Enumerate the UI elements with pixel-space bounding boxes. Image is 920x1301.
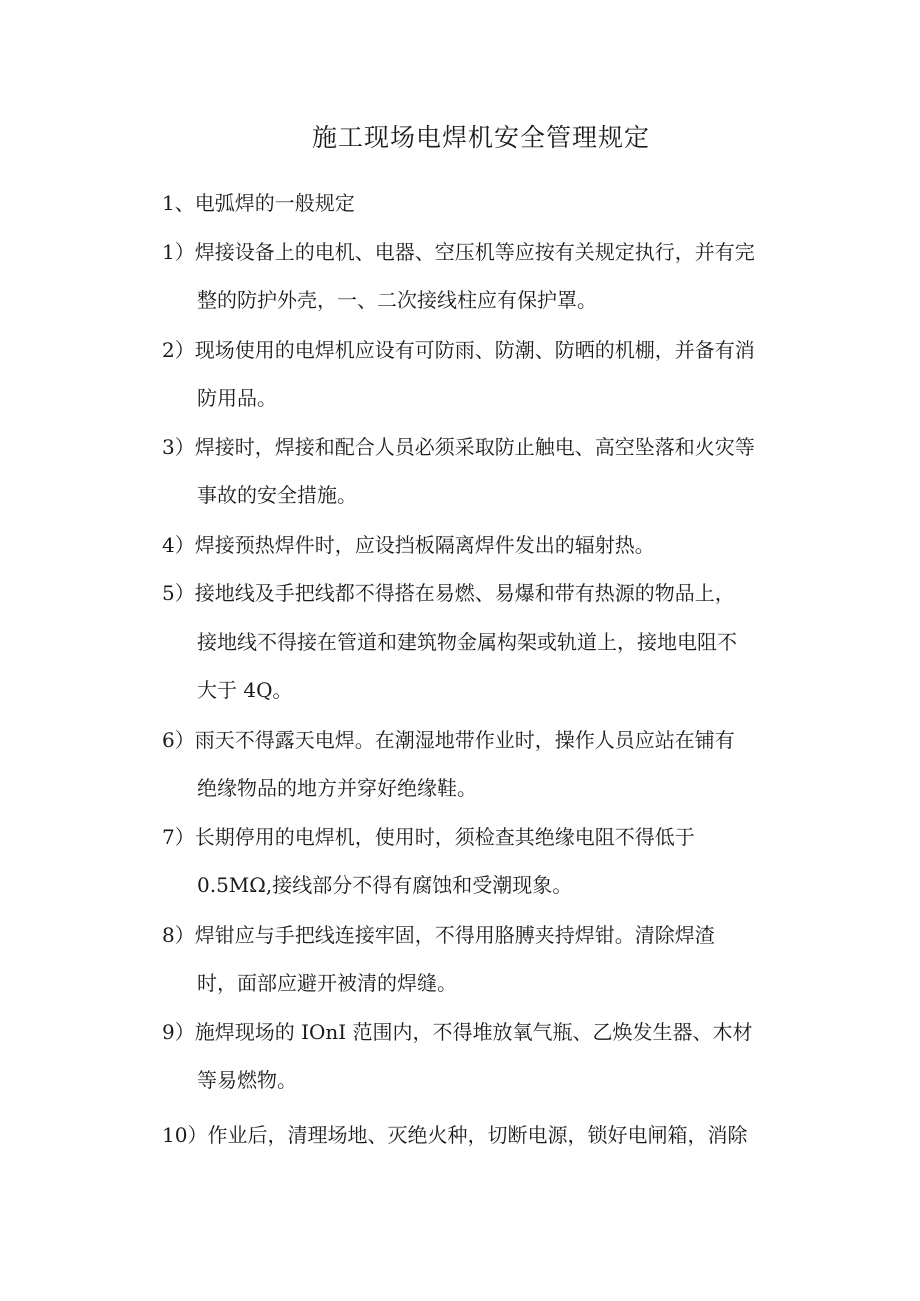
rule-3-line-1: 3）焊接时，焊接和配合人员必须采取防止触电、高空坠落和火灾等 [162, 435, 755, 459]
rule-5-line-3: 大于 4Q。 [197, 678, 293, 702]
rule-7-line-1: 7）长期停用的电焊机，使用时，须检查其绝缘电阻不得低于 [162, 825, 695, 849]
rule-6-line-2: 绝缘物品的地方并穿好绝缘鞋。 [197, 776, 477, 800]
rule-2-line-2: 防用品。 [197, 386, 277, 410]
rule-10-line-1: 10）作业后，清理场地、灭绝火种，切断电源，锁好电闸箱，消除 [162, 1123, 748, 1147]
rule-7-line-2: 0.5MΩ,接线部分不得有腐蚀和受潮现象。 [197, 873, 573, 897]
rule-1-line-1: 1）焊接设备上的电机、电器、空压机等应按有关规定执行，并有完 [162, 240, 755, 264]
rule-4-line-1: 4）焊接预热焊件时，应设挡板隔离焊件发出的辐射热。 [162, 533, 655, 557]
rule-9-line-1: 9）施焊现场的 IOnI 范围内，不得堆放氧气瓶、乙焕发生器、木材 [162, 1020, 753, 1044]
rule-8-line-2: 时，面部应避开被清的焊缝。 [197, 971, 457, 995]
document-title: 施工现场电焊机安全管理规定 [311, 123, 650, 152]
rule-5-line-2: 接地线不得接在管道和建筑物金属构架或轨道上，接地电阻不 [197, 630, 737, 654]
rule-3-line-2: 事故的安全措施。 [197, 483, 357, 507]
rule-9-line-2: 等易燃物。 [197, 1068, 297, 1092]
section-heading: 1、电弧焊的一般规定 [162, 191, 355, 215]
rule-8-line-1: 8）焊钳应与手把线连接牢固，不得用胳膊夹持焊钳。清除焊渣 [162, 923, 715, 947]
rule-6-line-1: 6）雨天不得露天电焊。在潮湿地带作业时，操作人员应站在铺有 [162, 728, 735, 752]
rule-2-line-1: 2）现场使用的电焊机应设有可防雨、防潮、防晒的机棚，并备有消 [162, 338, 755, 362]
rule-1-line-2: 整的防护外壳，一、二次接线柱应有保护罩。 [197, 288, 597, 312]
rule-5-line-1: 5）接地线及手把线都不得搭在易燃、易爆和带有热源的物品上， [162, 581, 735, 605]
